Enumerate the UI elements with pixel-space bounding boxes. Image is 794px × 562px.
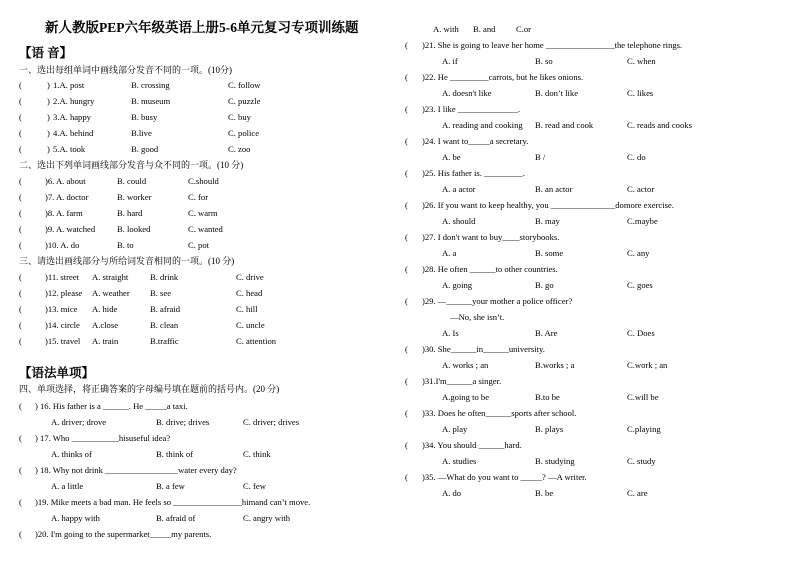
option-b: B / [535,152,546,162]
options-row [397,392,787,404]
option-c: C. pot [188,240,210,250]
option-b: B. looked [117,224,151,234]
option-b: B.traffic [150,336,179,346]
option-a: A. if [442,56,458,66]
answer-bracket: ( [19,112,22,122]
given-word: )15. travel [45,336,81,346]
instruction-part1: 一、选出每组单词中画线部分发音不同的一项。(10分) [19,65,232,75]
option-b: B. hard [117,208,143,218]
option-b: B. a few [156,481,185,491]
options-row [397,280,787,292]
option-c: C. reads and cooks [627,120,692,130]
phonics-heading: 【语 音】 [19,46,73,60]
option-b: B. to [117,240,134,250]
given-word: )14. circle [45,320,80,330]
answer-bracket: ( [19,208,22,218]
option-b: B. afraid [150,304,181,314]
option-c: C. likes [627,88,654,98]
question-row [397,200,787,212]
answer-bracket: ( [19,192,22,202]
answer-bracket: ( [405,472,408,482]
question-text: )19. Mike meets a bad man. He feels so ________________himand can’t move. [35,497,311,507]
option-c: C. few [243,481,266,491]
options-row [397,184,787,196]
q20-option-c: C.or [516,24,532,34]
option-a: A. studies [442,456,477,466]
answer-bracket: ( [405,344,408,354]
question-row [0,529,390,541]
option-c: C. for [188,192,209,202]
option-c: C.playing [627,424,661,434]
q20-options [397,24,787,36]
options-row [397,360,787,372]
option-a: A. a [442,248,457,258]
instruction-part4: 四、单项选择，将正确答案的字母编号填在题前的括号内。(20 分) [19,384,280,394]
question-row [0,401,390,413]
question-row [397,376,787,388]
question-row [0,288,390,300]
option-c: C. drive [236,272,264,282]
options-row [397,152,787,164]
option-c: C. are [627,488,648,498]
answer-bracket: ( [19,176,22,186]
options-row [397,424,787,436]
option-a: A. train [92,336,119,346]
option-b: B.works ; a [535,360,575,370]
answer-bracket: ( [19,529,22,539]
question-row [0,465,390,477]
question-text: )23. I like ______________. [422,104,521,114]
option-b: B. don’t like [535,88,579,98]
option-a: A. play [442,424,468,434]
options-row [397,216,787,228]
answer-bracket: ( [405,40,408,50]
option-c: C. wanted [188,224,223,234]
options-row [0,513,390,525]
option-c: C. goes [627,280,653,290]
answer-bracket: ( [19,272,22,282]
options-row [397,120,787,132]
question-row [0,336,390,348]
answer-bracket: ( [405,408,408,418]
question-text: )33. Does he often______sports after school. [422,408,577,418]
answer-bracket: ( [19,224,22,234]
question-row [397,40,787,52]
option-c: C. hill [236,304,258,314]
answer-bracket: ( [405,104,408,114]
option-b: B. may [535,216,560,226]
question-row [397,72,787,84]
answer-bracket: ( [19,80,22,90]
options-row [397,488,787,500]
option-b: B. could [117,176,147,186]
answer-bracket: ) [47,112,50,122]
question-row [0,80,390,92]
option-c: C.should [188,176,219,186]
options-row [397,88,787,100]
option-b: B. crossing [131,80,170,90]
option-a: )9. A. watched [45,224,96,234]
option-a: )6. A. about [45,176,86,186]
option-c: C. police [228,128,260,138]
option-b: B. plays [535,424,564,434]
option-b: B. some [535,248,564,258]
option-b: B. so [535,56,553,66]
answer-bracket: ( [19,304,22,314]
question-text: )28. He often ______to other countries. [422,264,558,274]
options-row [0,449,390,461]
question-row [0,192,390,204]
question-row [0,96,390,108]
option-c: C. puzzle [228,96,261,106]
given-word: )12. please [45,288,83,298]
option-b: B.to be [535,392,560,402]
option-a: 4.A. behind [53,128,94,138]
question-text: )30. She______in______university. [422,344,545,354]
answer-bracket: ( [405,232,408,242]
answer-bracket: ( [405,136,408,146]
options-row [0,481,390,493]
option-b: B. think of [156,449,194,459]
instruction-part2: 二、选出下列单词画线部分发音与众不同的一项。(10 分) [19,160,244,170]
option-b: B. afraid of [156,513,196,523]
option-c: C. when [627,56,656,66]
option-a: A. doesn't like [442,88,492,98]
option-a: A. Is [442,328,459,338]
question-text: ) 16. His father is a ______. He _____a taxi. [35,401,188,411]
option-a: A. happy with [51,513,100,523]
answer-bracket: ( [405,200,408,210]
options-row [397,248,787,260]
option-a: A.close [92,320,119,330]
option-c: C. zoo [228,144,251,154]
option-a: A. weather [92,288,130,298]
question-row [397,104,787,116]
option-b: B. an actor [535,184,573,194]
option-a: A. thinks of [51,449,92,459]
response-row [397,312,787,324]
option-a: A.going to be [442,392,490,402]
answer-bracket: ( [19,433,22,443]
answer-bracket: ( [19,465,22,475]
option-c: C. angry with [243,513,291,523]
question-row [0,128,390,140]
question-row [397,232,787,244]
options-row [0,417,390,429]
option-b: B. read and cook [535,120,594,130]
option-b: B. be [535,488,554,498]
option-b: B. see [150,288,172,298]
response-text: —No, she isn’t. [450,312,505,322]
answer-bracket: ( [19,240,22,250]
option-a: )10. A. do [45,240,80,250]
question-row [397,136,787,148]
question-text: )25. His father is. _________. [422,168,525,178]
question-text: )26. If you want to keep healthy, you _______________domore exercise. [422,200,674,210]
option-c: C. buy [228,112,251,122]
question-text: )20. I'm going to the supermarket_____my parents. [35,529,212,539]
page-title: 新人教版PEP六年级英语上册5-6单元复习专项训练题 [45,20,359,35]
answer-bracket: ( [19,320,22,330]
option-a: A. should [442,216,476,226]
option-b: B. go [535,280,554,290]
option-a: A. do [442,488,462,498]
option-c: C. head [236,288,263,298]
option-b: B. good [131,144,159,154]
option-b: B. museum [131,96,171,106]
options-row [397,456,787,468]
option-a: A. a little [51,481,84,491]
question-text: )22. He _________carrots, but he likes onions. [422,72,584,82]
answer-bracket: ) [47,144,50,154]
option-c: C. Does [627,328,655,338]
option-c: C. do [627,152,646,162]
option-a: A. be [442,152,461,162]
question-text: ) 18. Why not drink _________________water every day? [35,465,237,475]
answer-bracket: ( [405,72,408,82]
option-c: C. attention [236,336,277,346]
option-c: C. think [243,449,271,459]
option-a: )8. A. farm [45,208,83,218]
option-a: 3.A. happy [53,112,91,122]
answer-bracket: ( [19,288,22,298]
answer-bracket: ( [405,264,408,274]
option-c: C. driver; drives [243,417,300,427]
question-text: )27. I don't want to buy____storybooks. [422,232,560,242]
question-row [397,408,787,420]
option-b: B. drink [150,272,179,282]
option-a: 5.A. took [53,144,86,154]
option-c: C. warm [188,208,218,218]
question-row [0,433,390,445]
answer-bracket: ( [19,401,22,411]
answer-bracket: ) [47,96,50,106]
question-row [0,112,390,124]
answer-bracket: ( [19,144,22,154]
question-row [0,497,390,509]
answer-bracket: ( [405,376,408,386]
answer-bracket: ( [405,440,408,450]
option-b: B. worker [117,192,152,202]
option-b: B.live [131,128,152,138]
answer-bracket: ( [19,96,22,106]
question-row [397,440,787,452]
option-a: 2.A. hungry [53,96,95,106]
question-row [0,272,390,284]
question-row [0,224,390,236]
question-text: )29. —______your mother a police officer? [422,296,573,306]
question-text: ) 17. Who ___________hisuseful idea? [35,433,171,443]
question-row [397,344,787,356]
question-row [0,304,390,316]
question-text: )35. —What do you want to _____? —A writer. [422,472,587,482]
answer-bracket: ( [405,296,408,306]
instruction-part3: 三、请选出画线部分与所给词发音相同的一项。(10 分) [19,256,235,266]
answer-bracket: ) [47,128,50,138]
option-c: C. actor [627,184,655,194]
option-c: C.work ; an [627,360,668,370]
option-b: B. busy [131,112,158,122]
question-row [0,208,390,220]
option-c: C. follow [228,80,261,90]
option-b: B. clean [150,320,179,330]
grammar-heading: 【语法单项】 [19,366,95,380]
answer-bracket: ) [47,80,50,90]
option-a: A. works ; an [442,360,489,370]
q20-option-a: A. with [433,24,459,34]
question-row [0,320,390,332]
question-row [397,168,787,180]
option-a: A. hide [92,304,118,314]
option-a: 1.A. post [53,80,85,90]
option-a: A. going [442,280,473,290]
answer-bracket: ( [19,336,22,346]
question-row [397,296,787,308]
question-text: )31.I'm______a singer. [422,376,502,386]
option-a: A. driver; drove [51,417,107,427]
option-a: A. reading and cooking [442,120,523,130]
option-c: C. any [627,248,650,258]
answer-bracket: ( [19,497,22,507]
option-c: C. uncle [236,320,265,330]
question-row [0,176,390,188]
option-c: C.will be [627,392,659,402]
answer-bracket: ( [19,128,22,138]
question-text: )34. You should ______hard. [422,440,522,450]
q20-option-b: B. and [473,24,496,34]
question-row [0,144,390,156]
question-row [0,240,390,252]
option-b: B. Are [535,328,558,338]
option-b: B. studying [535,456,575,466]
option-c: C.maybe [627,216,658,226]
option-a: A. a actor [442,184,476,194]
answer-bracket: ( [405,168,408,178]
option-b: B. drive; drives [156,417,210,427]
option-a: )7. A. doctor [45,192,89,202]
option-a: A. straight [92,272,129,282]
options-row [397,56,787,68]
option-c: C. study [627,456,656,466]
question-row [397,264,787,276]
given-word: )13. mice [45,304,78,314]
question-text: )21. She is going to leave her home ________________the telephone rings. [422,40,683,50]
options-row [397,328,787,340]
given-word: )11. street [45,272,80,282]
question-text: )24. I want to_____a secretary. [422,136,529,146]
question-row [397,472,787,484]
